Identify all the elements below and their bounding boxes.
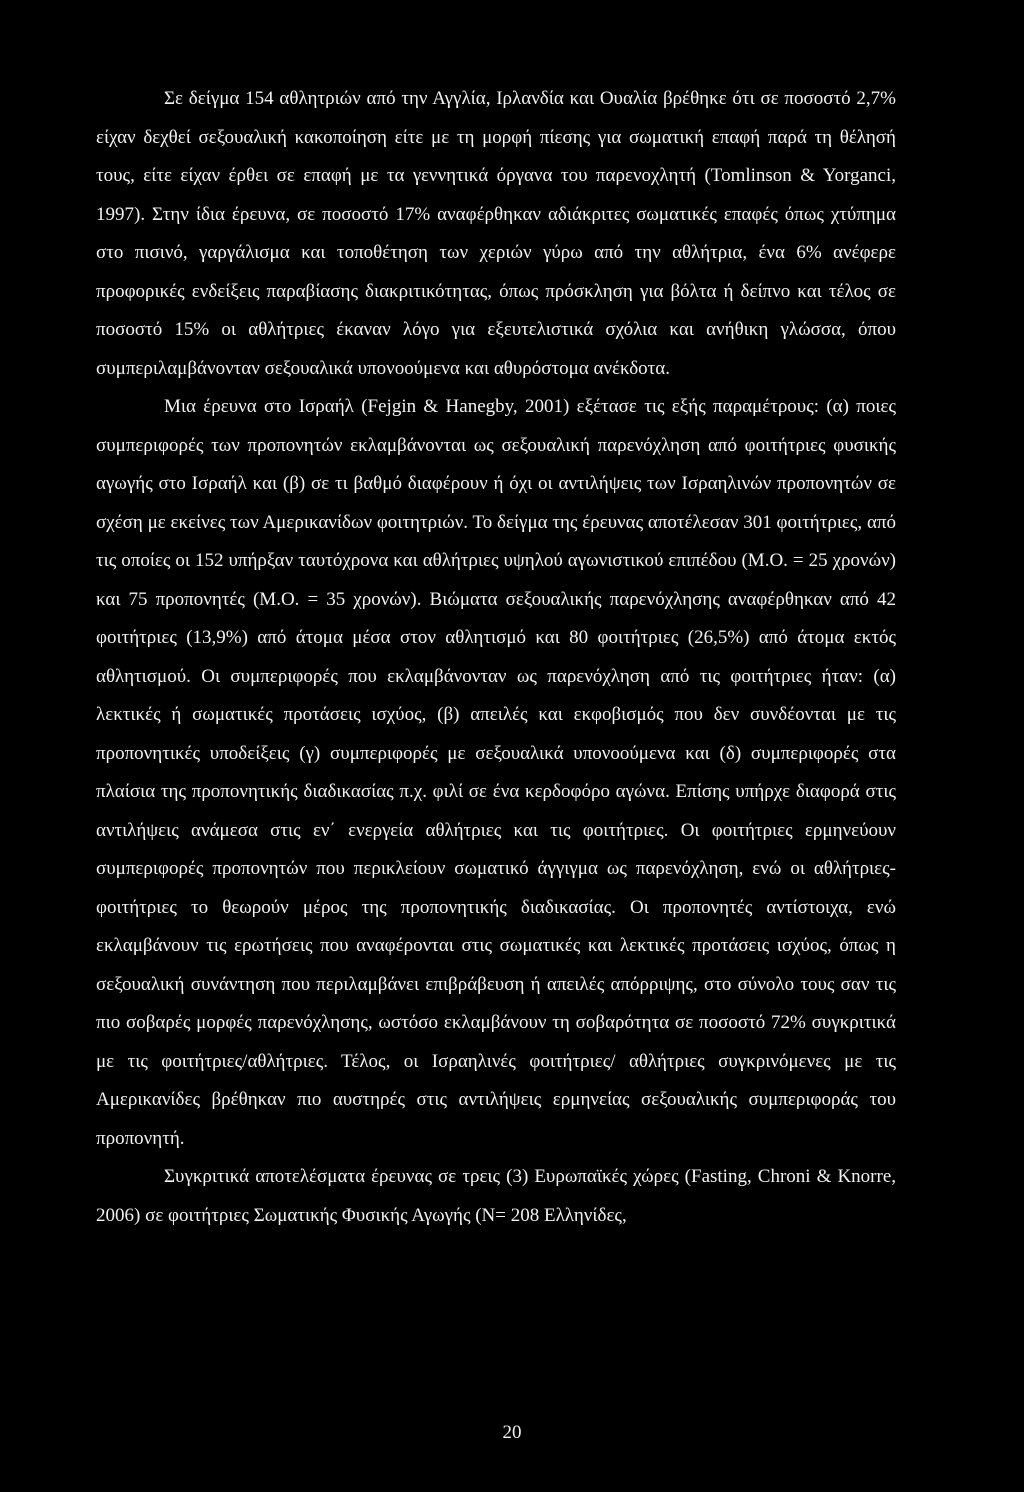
paragraph-2: Μια έρευνα στο Ισραήλ (Fejgin & Hanegby, 2001) εξέτασε τις εξής παραμέτρους: (α) ποιες συμπεριφορές των προπονητών εκλαμβάνονται ως σεξουαλική παρενόχληση από φοιτήτριες φυσικής αγωγής στο Ισραήλ και (β) σε τι βαθμό διαφέρουν ή όχι οι αντιλήψεις των Ισραηλινών προπονητών σε σχέση με εκείνες των Αμερικανίδων φοιτητριών. Το δείγμα της έρευνας αποτέλεσαν 301 φοιτήτριες, από τις οποίες οι 152 υπήρξαν ταυτόχρονα και αθλήτριες υψηλού αγωνιστικού επιπέδου (Μ.Ο. = 25 χρονών) και 75 προπονητές (Μ.Ο. = 35 χρονών). Βιώματα σεξουαλικής παρενόχλησης αναφέρθηκαν από 42 φοιτήτριες (13,9%) από άτομα μέσα στον αθλητισμό και 80 φοιτήτριες (26,5%) από άτομα εκτός αθλητισμού. Οι συμπεριφορές που εκλαμβάνονταν ως παρενόχληση από τις φοιτήτριες ήταν: (α) λεκτικές ή σωματικές προτάσεις ισχύος, (β) απειλές και εκφοβισμός που δεν συνδέονται με τις προπονητικές υποδείξεις (γ) συμπεριφορές με σεξουαλικά υπονοούμενα και (δ) συμπεριφορές στα πλαίσια της προπονητικής διαδικασίας π.χ. φιλί σε ένα κερδοφόρο αγώνα. Επίσης υπήρχε διαφορά στις αντιλήψεις ανάμεσα στις εν΄ ενεργεία αθλήτριες και τις φοιτήτριες. Οι φοιτήτριες ερμηνεύουν συμπεριφορές προπονητών που περικλείουν σωματικό άγγιγμα ως παρενόχληση, ενώ οι αθλήτριες-φοιτήτριες το θεωρούν μέρος της προπονητικής διαδικασίας. Οι προπονητές αντίστοιχα, ενώ εκλαμβάνουν τις ερωτήσεις που αναφέρονται στις σωματικές και λεκτικές προτάσεις ισχύος, όπως η σεξουαλική συνάντηση που περιλαμβάνει επιβράβευση ή απειλές απόρριψης, στο σύνολο τους σαν τις πιο σοβαρές μορφές παρενόχλησης, ωστόσο εκλαμβάνουν τη σοβαρότητα σε ποσοστό 72% συγκριτικά με τις φοιτήτριες/αθλήτριες. Τέλος, οι Ισραηλινές φοιτήτριες/ αθλήτριες συγκρινόμενες με τις Αμερικανίδες βρέθηκαν πιο αυστηρές στις αντιλήψεις ερμηνείας σεξουαλικής συμπεριφοράς του προπονητή.: [96, 396, 896, 1149]
document-body: [96, 80, 896, 1235]
paragraph-3: Συγκριτικά αποτελέσματα έρευνας σε τρεις (3) Ευρωπαϊκές χώρες (Fasting, Chroni & Knorre, 2006) σε φοιτήτριες Σωματικής Φυσικής Αγωγής (Ν= 208 Ελληνίδες,: [96, 1166, 896, 1226]
page-number: 20: [502, 1422, 522, 1443]
paragraph-1: Σε δείγμα 154 αθλητριών από την Αγγλία, Ιρλανδία και Ουαλία βρέθηκε ότι σε ποσοστό 2,7% είχαν δεχθεί σεξουαλική κακοποίηση είτε με τη μορφή πίεσης για σωματική επαφή παρά τη θέλησή τους, είτε είχαν έρθει σε επαφή με τα γεννητικά όργανα του παρενοχλητή (Tomlinson & Yorganci, 1997). Στην ίδια έρευνα, σε ποσοστό 17% αναφέρθηκαν αδιάκριτες σωματικές επαφές όπως χτύπημα στο πισινό, γαργάλισμα και τοποθέτηση των χεριών γύρω από την αθλήτρια, ένα 6% ανέφερε προφορικές ενδείξεις παραβίασης διακριτικότητας, όπως πρόσκληση για βόλτα ή δείπνο και τέλος σε ποσοστό 15% οι αθλήτριες έκαναν λόγο για εξευτελιστικά σχόλια και ανήθικη γλώσσα, όπου συμπεριλαμβάνονταν σεξουαλικά υπονοούμενα και αθυρόστομα ανέκδοτα.: [96, 88, 896, 379]
